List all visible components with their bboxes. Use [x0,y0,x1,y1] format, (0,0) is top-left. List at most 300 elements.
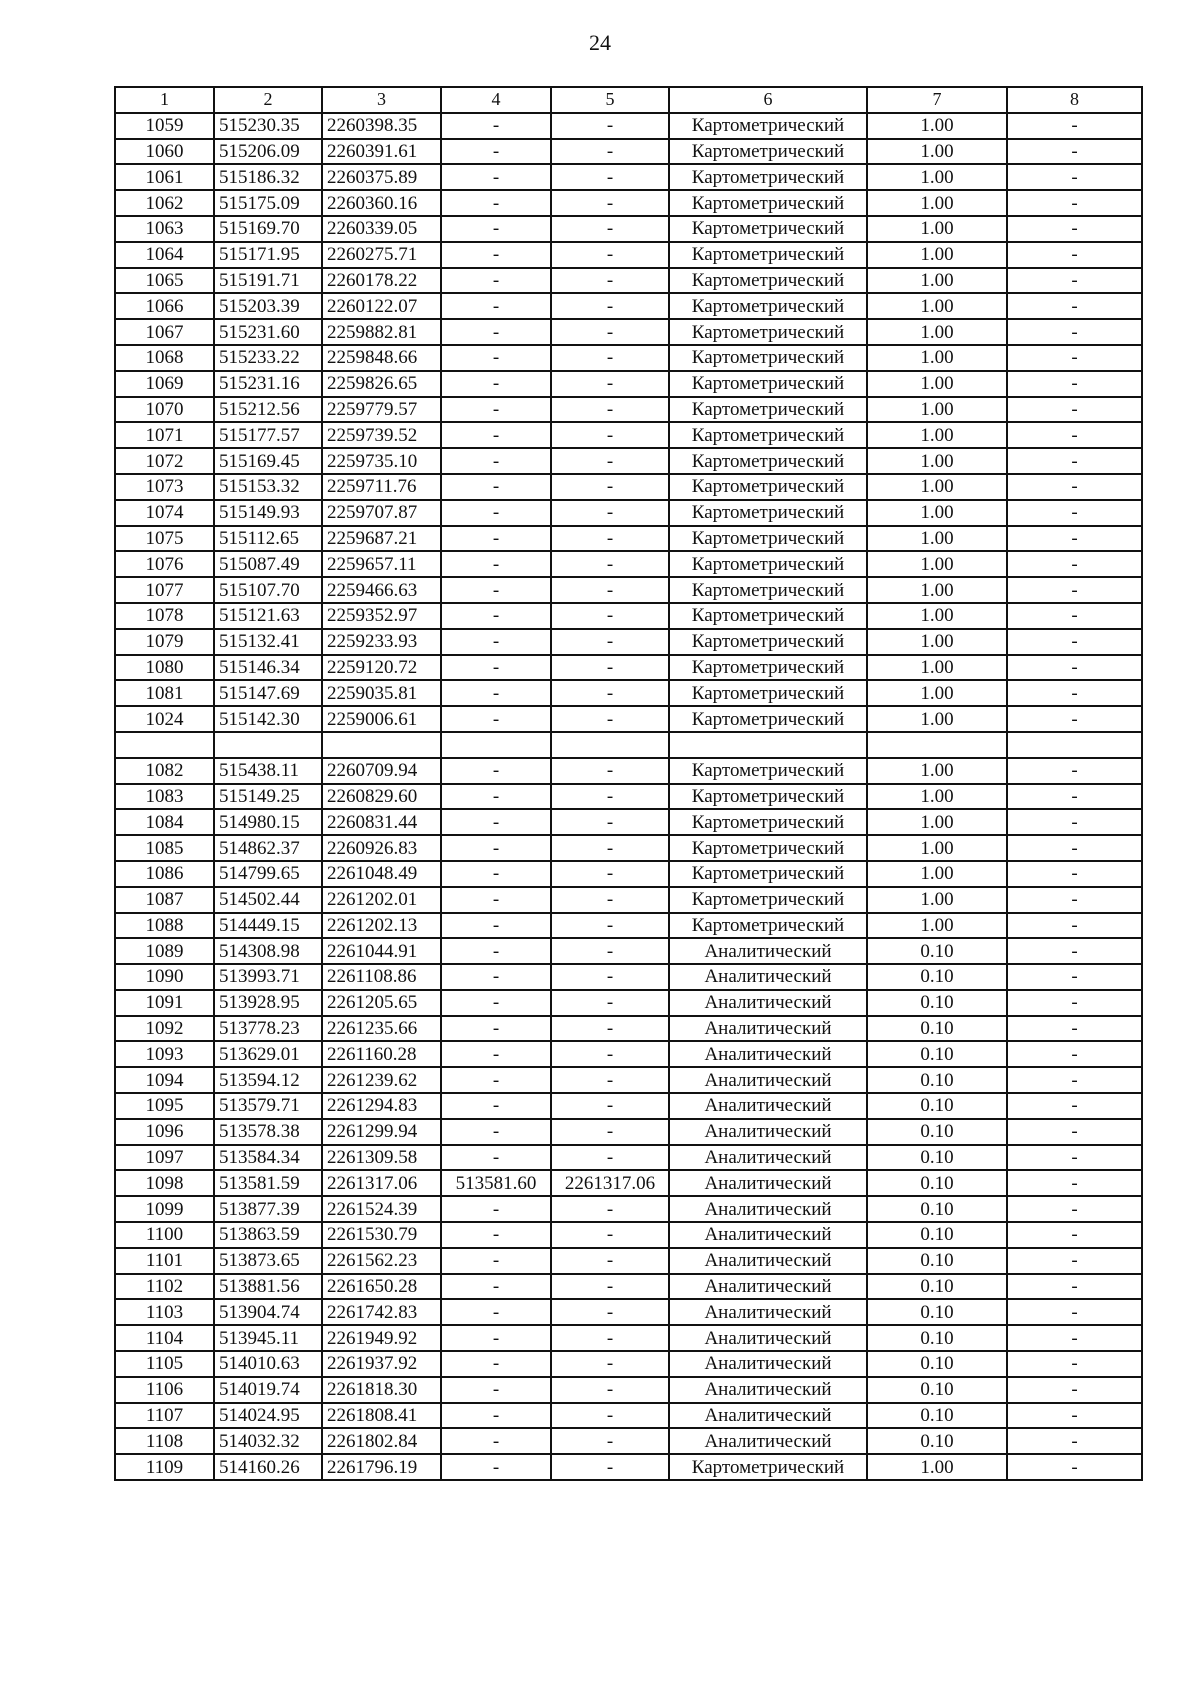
determination-method-cell: Картометрический [669,371,867,397]
new-coordinate-y-cell: - [551,345,669,371]
table-row [115,1428,1142,1454]
table-row [115,500,1142,526]
coordinate-y-cell: 2261294.83 [322,1093,441,1119]
table-row [115,1403,1142,1429]
table-row [115,551,1142,577]
determination-method-cell: Картометрический [669,190,867,216]
coordinate-y-cell: 2261202.01 [322,887,441,913]
new-coordinate-x-cell: - [441,913,551,939]
accuracy-cell [867,732,1007,758]
coordinate-x-cell: 515186.32 [214,164,322,190]
point-number-cell: 1073 [115,474,214,500]
new-coordinate-x-cell: - [441,139,551,165]
description-cell: - [1007,1067,1142,1093]
point-number-cell: 1099 [115,1196,214,1222]
point-number-cell: 1083 [115,784,214,810]
point-number-cell: 1100 [115,1222,214,1248]
coordinate-y-cell: 2261044.91 [322,938,441,964]
table-body [115,113,1142,1480]
coordinate-y-cell: 2261309.58 [322,1145,441,1171]
new-coordinate-y-cell: - [551,655,669,681]
new-coordinate-y-cell: - [551,216,669,242]
new-coordinate-x-cell [441,732,551,758]
table-row [115,1248,1142,1274]
description-cell: - [1007,1196,1142,1222]
description-cell: - [1007,474,1142,500]
point-number-cell: 1091 [115,990,214,1016]
new-coordinate-x-cell: - [441,1041,551,1067]
determination-method-cell: Аналитический [669,1428,867,1454]
point-number-cell: 1095 [115,1093,214,1119]
new-coordinate-x-cell: - [441,371,551,397]
new-coordinate-y-cell: 2261317.06 [551,1170,669,1196]
point-number-cell: 1067 [115,319,214,345]
table-row [115,913,1142,939]
coordinate-x-cell: 515149.25 [214,784,322,810]
table-row [115,1041,1142,1067]
coordinate-x-cell: 513863.59 [214,1222,322,1248]
table-row [115,319,1142,345]
coordinate-y-cell: 2259035.81 [322,680,441,706]
accuracy-cell: 1.00 [867,629,1007,655]
new-coordinate-y-cell: - [551,1222,669,1248]
table-row [115,216,1142,242]
coordinate-y-cell: 2261202.13 [322,913,441,939]
new-coordinate-y-cell: - [551,113,669,139]
coordinate-y-cell: 2260375.89 [322,164,441,190]
description-cell: - [1007,680,1142,706]
point-number-cell: 1084 [115,809,214,835]
new-coordinate-x-cell: - [441,629,551,655]
point-number-cell: 1093 [115,1041,214,1067]
coordinate-y-cell: 2261235.66 [322,1016,441,1042]
accuracy-cell: 1.00 [867,913,1007,939]
coordinate-y-cell: 2259739.52 [322,422,441,448]
accuracy-cell: 1.00 [867,448,1007,474]
determination-method-cell: Картометрический [669,345,867,371]
determination-method-cell: Картометрический [669,835,867,861]
accuracy-cell: 0.10 [867,1351,1007,1377]
determination-method-cell: Аналитический [669,1299,867,1325]
new-coordinate-y-cell: - [551,758,669,784]
determination-method-cell: Картометрический [669,758,867,784]
accuracy-cell: 1.00 [867,784,1007,810]
description-cell: - [1007,1041,1142,1067]
point-number-cell: 1105 [115,1351,214,1377]
new-coordinate-y-cell: - [551,422,669,448]
description-cell: - [1007,706,1142,732]
table-row [115,1454,1142,1480]
coordinate-y-cell: 2259006.61 [322,706,441,732]
determination-method-cell: Картометрический [669,706,867,732]
coordinate-x-cell: 514502.44 [214,887,322,913]
coordinate-y-cell: 2261205.65 [322,990,441,1016]
new-coordinate-y-cell: - [551,784,669,810]
description-cell: - [1007,809,1142,835]
point-number-cell: 1069 [115,371,214,397]
determination-method-cell: Аналитический [669,1377,867,1403]
coordinate-y-cell: 2260926.83 [322,835,441,861]
coordinate-x-cell: 515169.45 [214,448,322,474]
new-coordinate-x-cell: - [441,1067,551,1093]
description-cell: - [1007,1093,1142,1119]
description-cell: - [1007,113,1142,139]
table-row [115,397,1142,423]
new-coordinate-y-cell: - [551,319,669,345]
description-cell: - [1007,1222,1142,1248]
accuracy-cell: 0.10 [867,938,1007,964]
table-row [115,835,1142,861]
description-cell: - [1007,1248,1142,1274]
coordinate-x-cell: 513873.65 [214,1248,322,1274]
new-coordinate-y-cell: - [551,629,669,655]
coordinate-y-cell: 2259120.72 [322,655,441,681]
coordinate-y-cell: 2261299.94 [322,1119,441,1145]
point-number-cell: 1106 [115,1377,214,1403]
accuracy-cell: 1.00 [867,603,1007,629]
coordinate-y-cell: 2259848.66 [322,345,441,371]
coordinate-x-cell: 513881.56 [214,1274,322,1300]
new-coordinate-x-cell: - [441,1274,551,1300]
coordinate-y-cell: 2260178.22 [322,268,441,294]
coordinate-y-cell [322,732,441,758]
coordinate-y-cell: 2261650.28 [322,1274,441,1300]
determination-method-cell: Картометрический [669,268,867,294]
accuracy-cell: 1.00 [867,809,1007,835]
new-coordinate-y-cell: - [551,1041,669,1067]
point-number-cell: 1066 [115,293,214,319]
description-cell: - [1007,371,1142,397]
table-row [115,422,1142,448]
coordinate-x-cell: 513594.12 [214,1067,322,1093]
coordinate-y-cell: 2260391.61 [322,139,441,165]
table-row [115,1222,1142,1248]
table-row [115,1145,1142,1171]
new-coordinate-y-cell: - [551,964,669,990]
column-header: 8 [1007,87,1142,113]
description-cell: - [1007,139,1142,165]
accuracy-cell: 1.00 [867,422,1007,448]
coordinate-y-cell: 2261796.19 [322,1454,441,1480]
determination-method-cell: Картометрический [669,242,867,268]
determination-method-cell: Аналитический [669,1403,867,1429]
accuracy-cell: 0.10 [867,1170,1007,1196]
column-header: 3 [322,87,441,113]
determination-method-cell: Картометрический [669,629,867,655]
accuracy-cell: 1.00 [867,139,1007,165]
new-coordinate-y-cell: - [551,680,669,706]
description-cell: - [1007,990,1142,1016]
point-number-cell: 1063 [115,216,214,242]
table-row [115,1299,1142,1325]
determination-method-cell: Аналитический [669,1119,867,1145]
accuracy-cell: 0.10 [867,990,1007,1016]
determination-method-cell: Картометрический [669,500,867,526]
new-coordinate-x-cell: - [441,1093,551,1119]
coordinate-x-cell: 514862.37 [214,835,322,861]
coordinate-y-cell: 2259687.21 [322,526,441,552]
coordinate-x-cell: 513778.23 [214,1016,322,1042]
table-row [115,474,1142,500]
accuracy-cell: 0.10 [867,1428,1007,1454]
description-cell: - [1007,1325,1142,1351]
description-cell: - [1007,216,1142,242]
new-coordinate-y-cell: - [551,1377,669,1403]
accuracy-cell: 0.10 [867,1403,1007,1429]
coordinate-x-cell: 513928.95 [214,990,322,1016]
coordinate-y-cell: 2259882.81 [322,319,441,345]
new-coordinate-y-cell: - [551,887,669,913]
coordinate-y-cell: 2260829.60 [322,784,441,810]
coordinate-x-cell: 515177.57 [214,422,322,448]
table-row [115,139,1142,165]
coordinate-x-cell: 515107.70 [214,577,322,603]
description-cell: - [1007,938,1142,964]
point-number-cell: 1079 [115,629,214,655]
new-coordinate-y-cell: - [551,1145,669,1171]
new-coordinate-x-cell: - [441,1403,551,1429]
coordinate-x-cell: 514010.63 [214,1351,322,1377]
coordinate-x-cell: 515169.70 [214,216,322,242]
description-cell: - [1007,1299,1142,1325]
determination-method-cell: Картометрический [669,655,867,681]
coordinate-y-cell: 2259352.97 [322,603,441,629]
new-coordinate-x-cell: - [441,113,551,139]
accuracy-cell: 1.00 [867,190,1007,216]
table-row [115,861,1142,887]
point-number-cell: 1024 [115,706,214,732]
table-row [115,706,1142,732]
accuracy-cell: 1.00 [867,242,1007,268]
accuracy-cell: 0.10 [867,964,1007,990]
description-cell: - [1007,1428,1142,1454]
new-coordinate-y-cell: - [551,603,669,629]
table-row [115,1119,1142,1145]
table-row [115,655,1142,681]
new-coordinate-y-cell [551,732,669,758]
determination-method-cell: Картометрический [669,913,867,939]
point-number-cell: 1092 [115,1016,214,1042]
determination-method-cell: Аналитический [669,1325,867,1351]
new-coordinate-y-cell: - [551,990,669,1016]
point-number-cell: 1074 [115,500,214,526]
description-cell: - [1007,1377,1142,1403]
coordinate-y-cell: 2259779.57 [322,397,441,423]
column-header: 2 [214,87,322,113]
new-coordinate-x-cell: - [441,1454,551,1480]
new-coordinate-x-cell: - [441,964,551,990]
coordinate-y-cell: 2261818.30 [322,1377,441,1403]
coordinate-x-cell: 515230.35 [214,113,322,139]
new-coordinate-x-cell: - [441,706,551,732]
table-row [115,758,1142,784]
point-number-cell: 1075 [115,526,214,552]
coordinate-y-cell: 2260709.94 [322,758,441,784]
new-coordinate-y-cell: - [551,448,669,474]
accuracy-cell: 1.00 [867,216,1007,242]
new-coordinate-x-cell: - [441,397,551,423]
new-coordinate-y-cell: - [551,1067,669,1093]
description-cell: - [1007,629,1142,655]
determination-method-cell: Аналитический [669,1041,867,1067]
new-coordinate-y-cell: - [551,577,669,603]
new-coordinate-y-cell: - [551,1299,669,1325]
table-row [115,938,1142,964]
accuracy-cell: 1.00 [867,655,1007,681]
table-row [115,1016,1142,1042]
new-coordinate-y-cell: - [551,1428,669,1454]
point-number-cell: 1090 [115,964,214,990]
coordinate-x-cell: 514449.15 [214,913,322,939]
new-coordinate-y-cell: - [551,1016,669,1042]
table-row [115,1325,1142,1351]
determination-method-cell: Картометрический [669,216,867,242]
accuracy-cell: 0.10 [867,1093,1007,1119]
new-coordinate-y-cell: - [551,164,669,190]
coordinate-y-cell: 2261317.06 [322,1170,441,1196]
coordinate-x-cell: 515112.65 [214,526,322,552]
new-coordinate-y-cell: - [551,1351,669,1377]
description-cell: - [1007,1403,1142,1429]
coordinate-y-cell: 2260339.05 [322,216,441,242]
coordinate-x-cell: 514308.98 [214,938,322,964]
new-coordinate-x-cell: - [441,938,551,964]
new-coordinate-x-cell: - [441,1377,551,1403]
coordinate-y-cell: 2261524.39 [322,1196,441,1222]
new-coordinate-y-cell: - [551,861,669,887]
determination-method-cell: Картометрический [669,577,867,603]
accuracy-cell: 1.00 [867,113,1007,139]
coordinate-y-cell: 2259707.87 [322,500,441,526]
new-coordinate-x-cell: - [441,551,551,577]
accuracy-cell: 0.10 [867,1145,1007,1171]
coordinate-y-cell: 2260398.35 [322,113,441,139]
coordinate-y-cell: 2261160.28 [322,1041,441,1067]
point-number-cell: 1096 [115,1119,214,1145]
coordinate-y-cell: 2259233.93 [322,629,441,655]
table-row [115,526,1142,552]
table-row [115,1170,1142,1196]
coordinate-y-cell: 2260122.07 [322,293,441,319]
new-coordinate-x-cell: - [441,1222,551,1248]
coordinate-y-cell: 2261048.49 [322,861,441,887]
coordinate-x-cell: 513578.38 [214,1119,322,1145]
point-number-cell: 1085 [115,835,214,861]
table-row [115,732,1142,758]
coordinate-x-cell: 514032.32 [214,1428,322,1454]
accuracy-cell: 1.00 [867,371,1007,397]
point-number-cell: 1068 [115,345,214,371]
coordinate-y-cell: 2259711.76 [322,474,441,500]
determination-method-cell: Картометрический [669,784,867,810]
coordinate-x-cell: 515203.39 [214,293,322,319]
determination-method-cell: Аналитический [669,1145,867,1171]
coordinate-x-cell: 514799.65 [214,861,322,887]
new-coordinate-x-cell: - [441,887,551,913]
point-number-cell: 1065 [115,268,214,294]
accuracy-cell: 1.00 [867,164,1007,190]
accuracy-cell: 0.10 [867,1222,1007,1248]
table-row [115,448,1142,474]
determination-method-cell: Аналитический [669,1248,867,1274]
description-cell: - [1007,448,1142,474]
accuracy-cell: 0.10 [867,1299,1007,1325]
column-header: 7 [867,87,1007,113]
point-number-cell: 1059 [115,113,214,139]
description-cell: - [1007,1016,1142,1042]
new-coordinate-x-cell: - [441,1325,551,1351]
accuracy-cell: 1.00 [867,345,1007,371]
point-number-cell: 1061 [115,164,214,190]
point-number-cell: 1062 [115,190,214,216]
accuracy-cell: 1.00 [867,758,1007,784]
determination-method-cell: Картометрический [669,164,867,190]
coordinate-x-cell: 515231.16 [214,371,322,397]
new-coordinate-x-cell: - [441,1016,551,1042]
coordinate-y-cell: 2261949.92 [322,1325,441,1351]
coordinate-x-cell: 515438.11 [214,758,322,784]
coordinate-x-cell: 515153.32 [214,474,322,500]
new-coordinate-x-cell: - [441,1119,551,1145]
description-cell: - [1007,861,1142,887]
new-coordinate-x-cell: - [441,1145,551,1171]
table-row [115,887,1142,913]
description-cell: - [1007,242,1142,268]
accuracy-cell: 1.00 [867,474,1007,500]
new-coordinate-y-cell: - [551,190,669,216]
point-number-cell: 1064 [115,242,214,268]
coordinate-x-cell: 515191.71 [214,268,322,294]
description-cell: - [1007,784,1142,810]
determination-method-cell: Картометрический [669,293,867,319]
determination-method-cell: Картометрический [669,861,867,887]
new-coordinate-y-cell: - [551,913,669,939]
determination-method-cell: Картометрический [669,809,867,835]
accuracy-cell: 0.10 [867,1196,1007,1222]
new-coordinate-y-cell: - [551,242,669,268]
coordinate-y-cell: 2260831.44 [322,809,441,835]
determination-method-cell [669,732,867,758]
coordinate-y-cell: 2261562.23 [322,1248,441,1274]
determination-method-cell: Картометрический [669,113,867,139]
determination-method-cell: Картометрический [669,422,867,448]
description-cell: - [1007,1145,1142,1171]
determination-method-cell: Картометрический [669,1454,867,1480]
new-coordinate-y-cell: - [551,835,669,861]
description-cell: - [1007,913,1142,939]
point-number-cell: 1086 [115,861,214,887]
new-coordinate-x-cell: - [441,1299,551,1325]
description-cell: - [1007,1454,1142,1480]
coordinate-y-cell: 2261937.92 [322,1351,441,1377]
description-cell: - [1007,190,1142,216]
point-number-cell: 1103 [115,1299,214,1325]
point-number-cell: 1108 [115,1428,214,1454]
coordinate-x-cell: 514019.74 [214,1377,322,1403]
coordinate-x-cell: 513904.74 [214,1299,322,1325]
coordinate-x-cell: 514024.95 [214,1403,322,1429]
determination-method-cell: Аналитический [669,1222,867,1248]
point-number-cell: 1071 [115,422,214,448]
table-row [115,164,1142,190]
accuracy-cell: 1.00 [867,551,1007,577]
determination-method-cell: Аналитический [669,938,867,964]
new-coordinate-y-cell: - [551,1248,669,1274]
new-coordinate-y-cell: - [551,1196,669,1222]
coordinate-x-cell: 515233.22 [214,345,322,371]
new-coordinate-y-cell: - [551,809,669,835]
new-coordinate-x-cell: - [441,526,551,552]
